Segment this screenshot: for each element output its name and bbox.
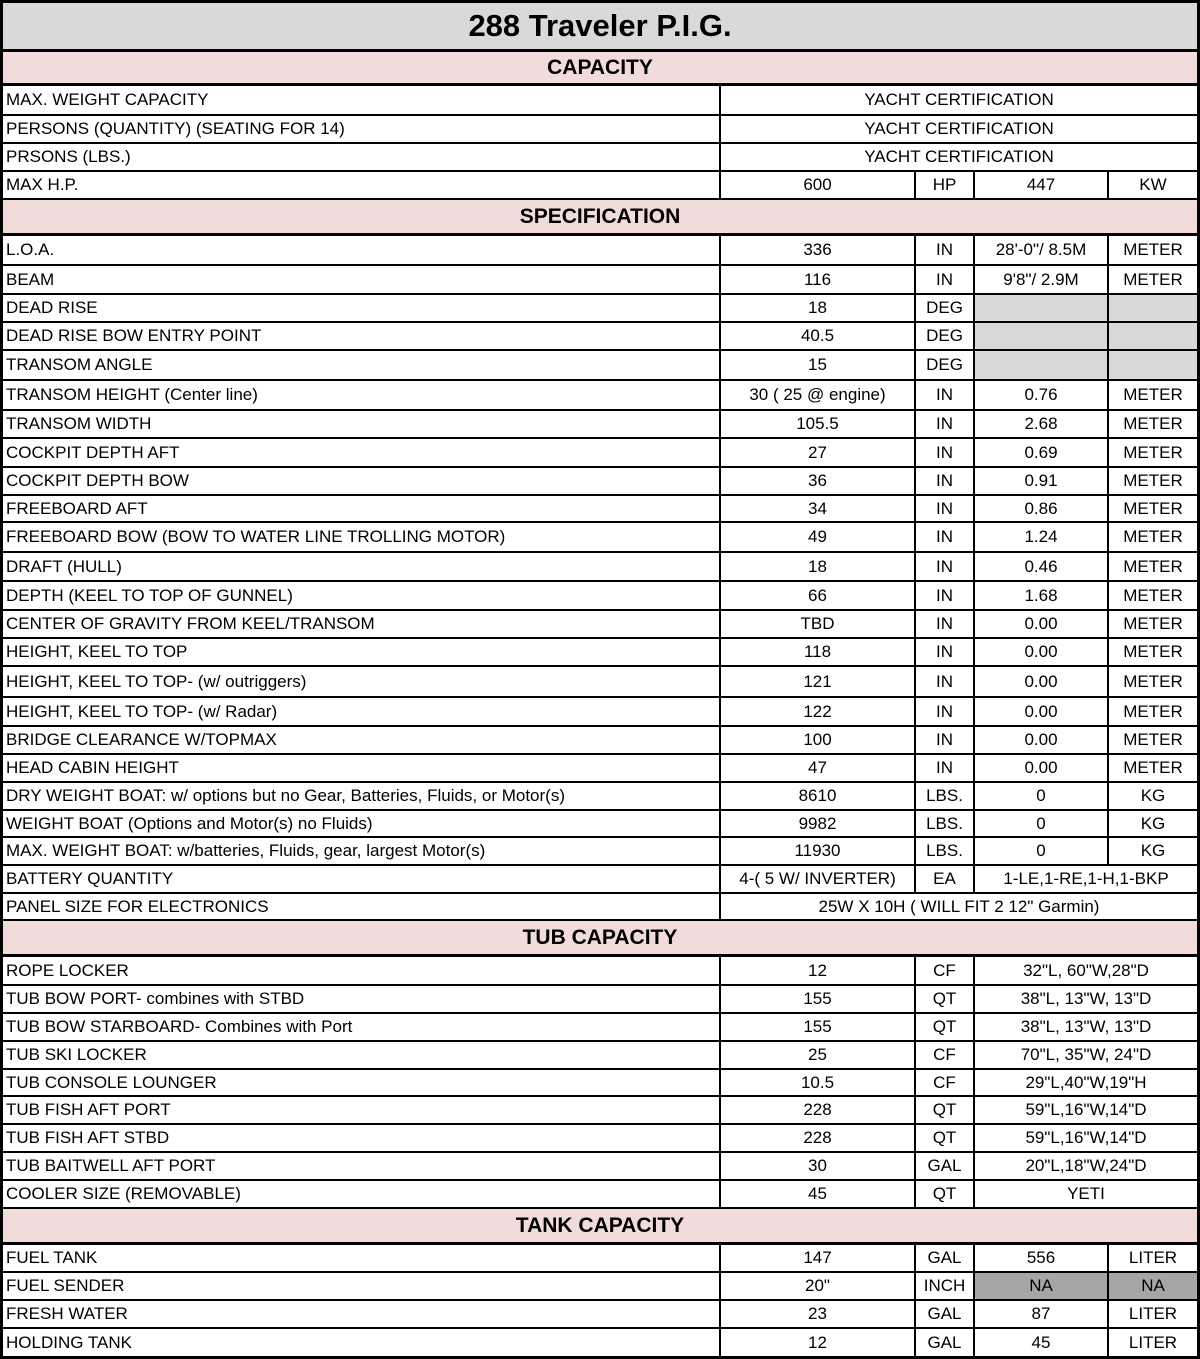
table-row — [3, 1097, 1197, 1125]
row-unit: GAL — [916, 1153, 975, 1179]
row-value: 18 — [721, 553, 916, 580]
row-metric-value: 0.00 — [975, 667, 1109, 696]
row-metric-unit: METER — [1123, 385, 1183, 404]
row-unit: IN — [916, 698, 975, 725]
row-label: DRY WEIGHT BOAT: w/ options but no Gear, Batteries, Fluids, or Motor(s) — [3, 783, 721, 809]
row-unit: IN — [916, 411, 975, 437]
row-unit: IN — [916, 727, 975, 753]
row-metric-value: 1.68 — [975, 582, 1109, 609]
row-metric-unit: KW — [1139, 175, 1167, 194]
row-label: TUB CONSOLE LOUNGER — [3, 1070, 721, 1095]
row-metric-unit: LITER — [1128, 1332, 1178, 1352]
table-row — [3, 755, 1197, 783]
row-label: FREEBOARD AFT — [3, 496, 721, 521]
row-metric-value: 0 — [975, 838, 1109, 864]
row-label: CENTER OF GRAVITY FROM KEEL/TRANSOM — [3, 611, 721, 637]
row-label: PRSONS (LBS.) — [3, 144, 721, 170]
row-metric-unit — [1109, 351, 1197, 379]
row-metric-unit: METER — [1123, 642, 1183, 661]
row-label: HEIGHT, KEEL TO TOP- (w/ outriggers) — [3, 667, 721, 696]
row-unit: CF — [916, 1042, 975, 1068]
table-row — [3, 582, 1197, 611]
row-metric-unit: METER — [1123, 240, 1183, 259]
table-row — [3, 1153, 1197, 1181]
row-value: 336 — [721, 236, 916, 264]
row-value: 118 — [721, 639, 916, 665]
row-metric-value: 1.24 — [975, 523, 1109, 551]
row-unit: GAL — [916, 1329, 975, 1356]
table-row — [3, 172, 1197, 200]
row-unit: LBS. — [916, 811, 975, 836]
row-metric-unit — [1109, 323, 1197, 349]
row-value: 34 — [721, 496, 916, 521]
row-unit: DEG — [916, 323, 975, 349]
section-heading-capacity: CAPACITY — [3, 52, 1197, 86]
row-label: PANEL SIZE FOR ELECTRONICS — [3, 894, 721, 919]
row-value: 11930 — [721, 838, 916, 864]
row-metric-value — [975, 351, 1109, 379]
row-unit: IN — [916, 611, 975, 637]
row-unit: IN — [916, 553, 975, 580]
table-row — [3, 295, 1197, 323]
row-metric-unit: METER — [1123, 498, 1183, 518]
table-row — [3, 1245, 1197, 1273]
page-title: 288 Traveler P.I.G. — [3, 3, 1197, 52]
table-row — [3, 1125, 1197, 1153]
row-metric-unit: METER — [1123, 556, 1183, 576]
table-row — [3, 323, 1197, 351]
row-value: 15 — [721, 351, 916, 379]
row-label: FUEL TANK — [3, 1245, 721, 1271]
table-row — [3, 236, 1197, 266]
row-value: 8610 — [721, 783, 916, 809]
row-value: 228 — [721, 1097, 916, 1123]
row-metric-value: 0.46 — [975, 553, 1109, 580]
table-row — [3, 116, 1197, 144]
row-label: TUB BAITWELL AFT PORT — [3, 1153, 721, 1179]
row-metric-value: 87 — [975, 1301, 1109, 1327]
row-label: HEIGHT, KEEL TO TOP — [3, 639, 721, 665]
row-metric-unit: METER — [1123, 701, 1183, 721]
row-label: TUB FISH AFT STBD — [3, 1125, 721, 1151]
row-metric-unit: METER — [1123, 730, 1183, 749]
row-metric-value: 9'8"/ 2.9M — [975, 266, 1109, 293]
row-label: FRESH WATER — [3, 1301, 721, 1327]
row-metric-value: 59"L,16"W,14"D — [1025, 1100, 1147, 1119]
row-value: YACHT CERTIFICATION — [864, 119, 1054, 138]
row-unit: IN — [916, 236, 975, 264]
row-unit: IN — [916, 755, 975, 781]
row-unit: IN — [916, 523, 975, 551]
row-unit: CF — [916, 1070, 975, 1095]
row-label: TRANSOM ANGLE — [3, 351, 721, 379]
sections-container — [3, 52, 1197, 1356]
row-unit: IN — [916, 667, 975, 696]
table-row — [3, 553, 1197, 582]
row-value: 105.5 — [721, 411, 916, 437]
row-label: DEAD RISE — [3, 295, 721, 321]
row-unit: IN — [916, 496, 975, 521]
row-label: COOLER SIZE (REMOVABLE) — [3, 1181, 721, 1207]
row-metric-value: 0.00 — [975, 611, 1109, 637]
row-metric-value: 0 — [975, 783, 1109, 809]
row-metric-unit: KG — [1140, 813, 1166, 833]
row-metric-value: 0.76 — [975, 381, 1109, 409]
row-unit: QT — [916, 1014, 975, 1040]
row-label: WEIGHT BOAT (Options and Motor(s) no Fluids) — [3, 811, 721, 836]
row-metric-unit: METER — [1123, 758, 1183, 777]
table-row — [3, 957, 1197, 986]
row-metric-value: 28'-0"/ 8.5M — [975, 236, 1109, 264]
row-unit: IN — [916, 639, 975, 665]
row-value: 12 — [721, 957, 916, 984]
row-value: 121 — [721, 667, 916, 696]
row-unit: IN — [916, 582, 975, 609]
row-unit: QT — [916, 1125, 975, 1151]
row-label: DEPTH (KEEL TO TOP OF GUNNEL) — [3, 582, 721, 609]
table-row — [3, 144, 1197, 172]
row-label: PERSONS (QUANTITY) (SEATING FOR 14) — [3, 116, 721, 142]
table-row — [3, 1181, 1197, 1209]
row-metric-value: 0.69 — [975, 439, 1109, 466]
row-value: 18 — [721, 295, 916, 321]
row-unit: DEG — [916, 351, 975, 379]
row-value: 25W X 10H ( WILL FIT 2 12" Garmin) — [818, 896, 1100, 916]
row-label: TRANSOM HEIGHT (Center line) — [3, 381, 721, 409]
row-unit: IN — [916, 381, 975, 409]
row-metric-value: 0.00 — [975, 755, 1109, 781]
row-metric-unit: KG — [1140, 841, 1166, 860]
row-value: 45 — [721, 1181, 916, 1207]
row-metric-unit: NA — [1109, 1273, 1197, 1299]
row-metric-value: 20"L,18"W,24"D — [1025, 1156, 1147, 1175]
table-row — [3, 496, 1197, 523]
row-label: TUB FISH AFT PORT — [3, 1097, 721, 1123]
row-metric-value: 0.86 — [975, 496, 1109, 521]
row-value: 66 — [721, 582, 916, 609]
row-value: 40.5 — [721, 323, 916, 349]
row-value: YACHT CERTIFICATION — [864, 90, 1054, 109]
row-value: 30 ( 25 @ engine) — [721, 381, 916, 409]
section-heading-tank-capacity: TANK CAPACITY — [3, 1209, 1197, 1245]
row-value: 27 — [721, 439, 916, 466]
section-heading-specification: SPECIFICATION — [3, 200, 1197, 236]
table-row — [3, 86, 1197, 116]
row-value: 228 — [721, 1125, 916, 1151]
row-metric-value: YETI — [1067, 1184, 1105, 1203]
row-metric-unit: METER — [1123, 671, 1183, 691]
table-row — [3, 894, 1197, 921]
table-row — [3, 986, 1197, 1014]
row-value: YACHT CERTIFICATION — [864, 147, 1054, 166]
row-value: 20" — [721, 1273, 916, 1299]
row-value: 9982 — [721, 811, 916, 836]
row-metric-value: 0.00 — [975, 698, 1109, 725]
row-value: 155 — [721, 986, 916, 1012]
row-value: 155 — [721, 1014, 916, 1040]
row-value: TBD — [721, 611, 916, 637]
row-unit: LBS. — [916, 838, 975, 864]
section-heading-tub-capacity: TUB CAPACITY — [3, 921, 1197, 957]
table-row — [3, 351, 1197, 381]
row-unit: IN — [916, 266, 975, 293]
row-metric-value: 38"L, 13"W, 13"D — [1020, 1017, 1152, 1036]
table-row — [3, 811, 1197, 838]
row-unit: HP — [916, 172, 975, 198]
table-row — [3, 381, 1197, 411]
row-value: 25 — [721, 1042, 916, 1068]
row-label: MAX. WEIGHT CAPACITY — [3, 86, 721, 114]
row-unit: INCH — [916, 1273, 975, 1299]
row-metric-value: 0.00 — [975, 639, 1109, 665]
row-value: 12 — [721, 1329, 916, 1356]
table-row — [3, 667, 1197, 698]
row-value: 30 — [721, 1153, 916, 1179]
row-metric-value: 70"L, 35"W, 24"D — [1020, 1045, 1152, 1064]
row-metric-unit: LITER — [1128, 1304, 1178, 1323]
table-row — [3, 1273, 1197, 1301]
row-label: TUB BOW STARBOARD- Combines with Port — [3, 1014, 721, 1040]
row-unit: DEG — [916, 295, 975, 321]
row-label: BATTERY QUANTITY — [3, 866, 721, 892]
row-unit: LBS. — [916, 783, 975, 809]
table-row — [3, 783, 1197, 811]
row-metric-unit: METER — [1123, 442, 1183, 462]
row-value: 147 — [721, 1245, 916, 1271]
row-value: 36 — [721, 468, 916, 494]
row-metric-value: 45 — [975, 1329, 1109, 1356]
table-row — [3, 727, 1197, 755]
row-value: 100 — [721, 727, 916, 753]
row-metric-value: 29"L,40"W,19"H — [1025, 1072, 1147, 1092]
row-unit: QT — [916, 1097, 975, 1123]
row-label: BRIDGE CLEARANCE W/TOPMAX — [3, 727, 721, 753]
row-unit: IN — [916, 468, 975, 494]
row-unit: IN — [916, 439, 975, 466]
row-value: 4-( 5 W/ INVERTER) — [721, 866, 916, 892]
row-label: COCKPIT DEPTH BOW — [3, 468, 721, 494]
row-metric-unit: METER — [1123, 585, 1183, 605]
row-label: DEAD RISE BOW ENTRY POINT — [3, 323, 721, 349]
row-label: TUB SKI LOCKER — [3, 1042, 721, 1068]
row-unit: GAL — [916, 1245, 975, 1271]
row-value: 122 — [721, 698, 916, 725]
table-row — [3, 266, 1197, 295]
row-metric-unit: KG — [1140, 786, 1166, 805]
row-label: MAX H.P. — [3, 172, 721, 198]
row-label: MAX. WEIGHT BOAT: w/batteries, Fluids, gear, largest Motor(s) — [3, 838, 721, 864]
row-metric-value: 32"L, 60"W,28"D — [1023, 960, 1149, 980]
row-metric-value — [975, 295, 1109, 321]
table-row — [3, 439, 1197, 468]
row-label: HEIGHT, KEEL TO TOP- (w/ Radar) — [3, 698, 721, 725]
row-metric-unit: METER — [1123, 614, 1183, 633]
row-unit: EA — [916, 866, 975, 892]
row-metric-unit: METER — [1123, 414, 1183, 433]
row-value: 49 — [721, 523, 916, 551]
row-value: 10.5 — [721, 1070, 916, 1095]
table-row — [3, 1042, 1197, 1070]
row-metric-value: NA — [975, 1273, 1109, 1299]
row-value: 600 — [721, 172, 916, 198]
row-metric-unit: METER — [1123, 527, 1183, 546]
row-label: COCKPIT DEPTH AFT — [3, 439, 721, 466]
row-value: 116 — [721, 266, 916, 293]
row-metric-value: 59"L,16"W,14"D — [1025, 1128, 1147, 1147]
row-metric-value: 0 — [975, 811, 1109, 836]
row-metric-unit: METER — [1123, 269, 1183, 289]
row-metric-value: 0.00 — [975, 727, 1109, 753]
table-row — [3, 468, 1197, 496]
table-row — [3, 639, 1197, 667]
row-unit: GAL — [916, 1301, 975, 1327]
row-label: L.O.A. — [3, 236, 721, 264]
table-row — [3, 698, 1197, 727]
row-metric-unit: LITER — [1128, 1248, 1178, 1267]
row-metric-value: 447 — [975, 172, 1109, 198]
row-value: 47 — [721, 755, 916, 781]
row-metric-unit: METER — [1123, 471, 1183, 490]
table-row — [3, 1070, 1197, 1097]
row-label: ROPE LOCKER — [3, 957, 721, 984]
table-row — [3, 866, 1197, 894]
table-row — [3, 611, 1197, 639]
row-label: DRAFT (HULL) — [3, 553, 721, 580]
row-value: 23 — [721, 1301, 916, 1327]
table-row — [3, 838, 1197, 866]
row-metric-value: 1-LE,1-RE,1-H,1-BKP — [1003, 869, 1169, 888]
row-unit: QT — [916, 986, 975, 1012]
row-label: TUB BOW PORT- combines with STBD — [3, 986, 721, 1012]
row-label: FUEL SENDER — [3, 1273, 721, 1299]
row-metric-unit — [1109, 295, 1197, 321]
table-row — [3, 523, 1197, 553]
row-label: HEAD CABIN HEIGHT — [3, 755, 721, 781]
row-metric-value: 0.91 — [975, 468, 1109, 494]
row-label: HOLDING TANK — [3, 1329, 721, 1356]
table-row — [3, 1014, 1197, 1042]
table-row — [3, 411, 1197, 439]
row-metric-value — [975, 323, 1109, 349]
row-label: TRANSOM WIDTH — [3, 411, 721, 437]
table-row — [3, 1329, 1197, 1356]
row-unit: CF — [916, 957, 975, 984]
row-unit: QT — [916, 1181, 975, 1207]
row-metric-value: 38"L, 13"W, 13"D — [1020, 989, 1152, 1008]
row-metric-value: 556 — [975, 1245, 1109, 1271]
table-row — [3, 1301, 1197, 1329]
row-label: FREEBOARD BOW (BOW TO WATER LINE TROLLING MOTOR) — [3, 523, 721, 551]
row-metric-value: 2.68 — [975, 411, 1109, 437]
row-label: BEAM — [3, 266, 721, 293]
